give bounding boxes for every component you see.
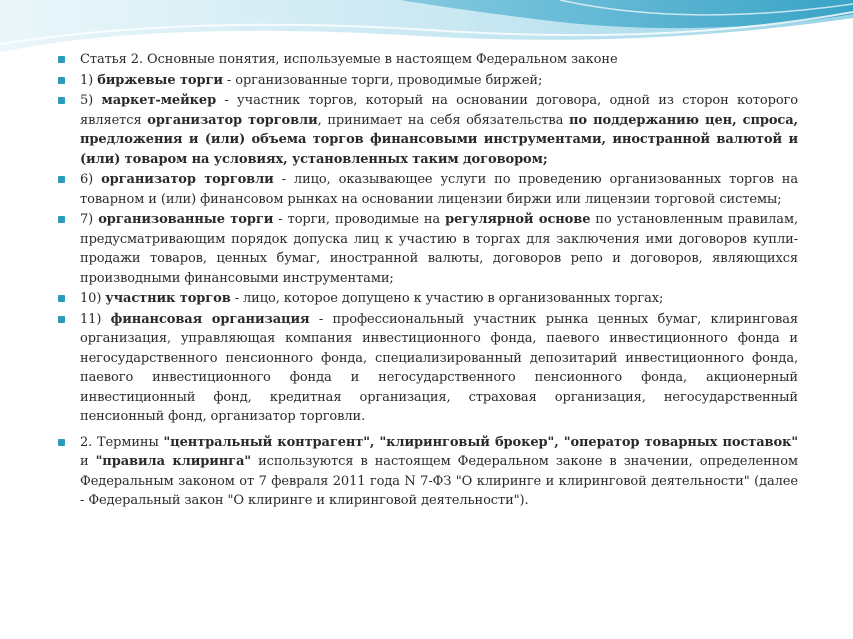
definitions-list: [58, 50, 798, 511]
term: организатор торговли: [101, 172, 274, 187]
item-number: 5): [80, 93, 102, 108]
item-number: 7): [80, 212, 99, 227]
definition: - торги, проводимые на: [273, 212, 446, 227]
bullet-icon: [58, 56, 65, 63]
article-title: Статья 2. Основные понятия, используемые в настоящем Федеральном законе: [80, 52, 618, 67]
term: организатор торговли: [147, 112, 318, 128]
bullet-icon: [58, 77, 65, 84]
term: по поддержанию цен, спроса, предложения и (или) объема торгов финансовыми инструментами, иностранной валютой и (или) товаром на условиях, установленных таким договором;: [80, 112, 798, 167]
bullet-icon: [58, 176, 65, 183]
bullet-icon: [58, 97, 65, 104]
list-item: [58, 433, 798, 511]
term: "правила клиринга": [95, 454, 252, 469]
term: организованные торги: [98, 212, 274, 227]
list-item: [58, 310, 798, 427]
bullet-icon: [58, 216, 65, 223]
item-number: 11): [80, 311, 111, 327]
term: "центральный контрагент", "клиринговый брокер", "оператор товарных поставок": [163, 434, 798, 450]
wave-dark: [400, 0, 853, 28]
list-item: [58, 71, 798, 91]
definition: , принимает на себя обязательства: [317, 112, 569, 128]
item-number: 6): [80, 172, 102, 187]
definition: используются в настоящем Федеральном законе в значении, определенном Федеральным законом от 7 февраля 2011 года N 7-ФЗ "О клиринге и клиринговой деятельности" (далее - Федеральный закон "О клиринге и клиринговой деятельности").: [80, 454, 798, 508]
definition: - профессиональный участник рынка ценных бумаг, клиринговая организация, управляющая компания инвестиционного фонда, паевого инвестиционного фонда и негосударственного пенсионного фонда, специализированный депозитарий инвестиционного фонда, паевого инвестиционного фонда и негосударственного пенсионного фонда, акционерный инвестиционный фонд, кредитная организация, страховая организация, негосударственный пенсионный фонд, организатор торговли.: [80, 311, 798, 424]
term: маркет-мейкер: [101, 93, 217, 108]
list-item: [58, 170, 798, 209]
definition: и: [80, 454, 96, 469]
bullet-icon: [58, 316, 65, 323]
item-number: 2. Термины: [80, 434, 164, 450]
term: регулярной основе: [445, 212, 591, 227]
list-item: [58, 289, 798, 309]
list-item: [58, 91, 798, 169]
item-number: 10): [80, 291, 106, 306]
term: участник торгов: [105, 291, 231, 306]
bullet-icon: [58, 439, 65, 446]
definition: - участник торгов, который на основании договора, одной из сторон которого является: [80, 93, 798, 128]
definition: - лицо, которое допущено к участию в организованных торгах;: [230, 291, 664, 306]
item-number: 1): [80, 72, 98, 88]
wave-line-2: [560, 0, 853, 15]
list-item: [58, 210, 798, 288]
wave-line: [0, 12, 853, 44]
definition: - лицо, оказывающее услуги по проведению организованных торгов на товарном и (или) финансовом рынках на основании лицензии биржи или лицензии торговой системы;: [80, 172, 798, 207]
term: финансовая организация: [110, 311, 310, 327]
definition: по установленным правилам, предусматривающим порядок допуска лиц к участию в торгах для заключения ими договоров купли-продажи товаров, ценных бумаг, иностранной валюты, договоров репо и договоров, являющихся производными финансовыми инструментами;: [80, 212, 798, 286]
slide-body: [58, 50, 798, 512]
wave-light: [0, 0, 853, 52]
bullet-icon: [58, 295, 65, 302]
list-item: [58, 50, 798, 70]
definition: - организованные торги, проводимые биржей;: [222, 72, 543, 88]
term: биржевые торги: [97, 72, 223, 88]
